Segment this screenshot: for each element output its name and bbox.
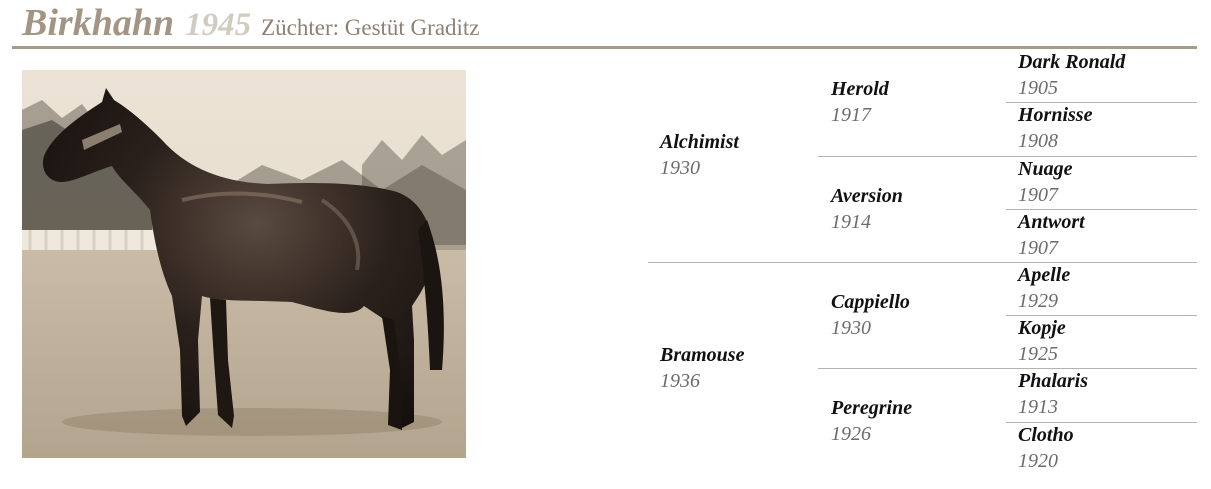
gg-year: 1929 [1018,290,1058,312]
pedigree-divider-main [648,262,1197,263]
gg-name: Kopje [1018,317,1066,339]
sire-sire-year: 1917 [831,104,871,126]
gg-year: 1907 [1018,237,1058,259]
gg-name: Nuage [1018,158,1073,180]
gg-year: 1907 [1018,184,1058,206]
gg-name: Antwort [1018,211,1085,233]
sire-year: 1930 [660,157,700,179]
dam-sire-year: 1930 [831,317,871,339]
sire-sire-name: Herold [831,78,889,100]
pedigree-divider-gg-7 [1006,422,1197,423]
horse-birth-year: 1945 [185,7,252,43]
pedigree-divider-upper [818,156,1197,157]
pedigree-divider-gg-1 [1006,102,1197,103]
dam-sire-name: Cappiello [831,291,910,313]
dam-dam-year: 1926 [831,423,871,445]
pedigree-divider-lower [818,368,1197,369]
gg-name: Phalaris [1018,370,1089,392]
gg-name: Dark Ronald [1018,51,1126,73]
sire-dam-name: Aversion [831,185,903,207]
gg-year: 1920 [1018,450,1058,472]
dam-year: 1936 [660,370,700,392]
gg-year: 1913 [1018,396,1058,418]
pedigree-divider-gg-5 [1006,315,1197,316]
sire-name: Alchimist [660,131,739,153]
header-divider [12,46,1197,49]
gg-name: Apelle [1018,264,1071,286]
horse-photo [22,70,466,458]
gg-year: 1925 [1018,343,1058,365]
dam-name: Bramouse [660,344,745,366]
page-header [22,0,480,46]
gg-name: Clotho [1018,424,1074,446]
gg-year: 1905 [1018,77,1058,99]
gg-year: 1908 [1018,130,1058,152]
gg-name: Hornisse [1018,104,1093,126]
sire-dam-year: 1914 [831,211,871,233]
dam-dam-name: Peregrine [831,397,913,419]
horse-title: Birkhahn [22,2,175,44]
pedigree-divider-gg-3 [1006,209,1197,210]
breeder-label: Züchter: Gestüt Graditz [261,15,480,40]
